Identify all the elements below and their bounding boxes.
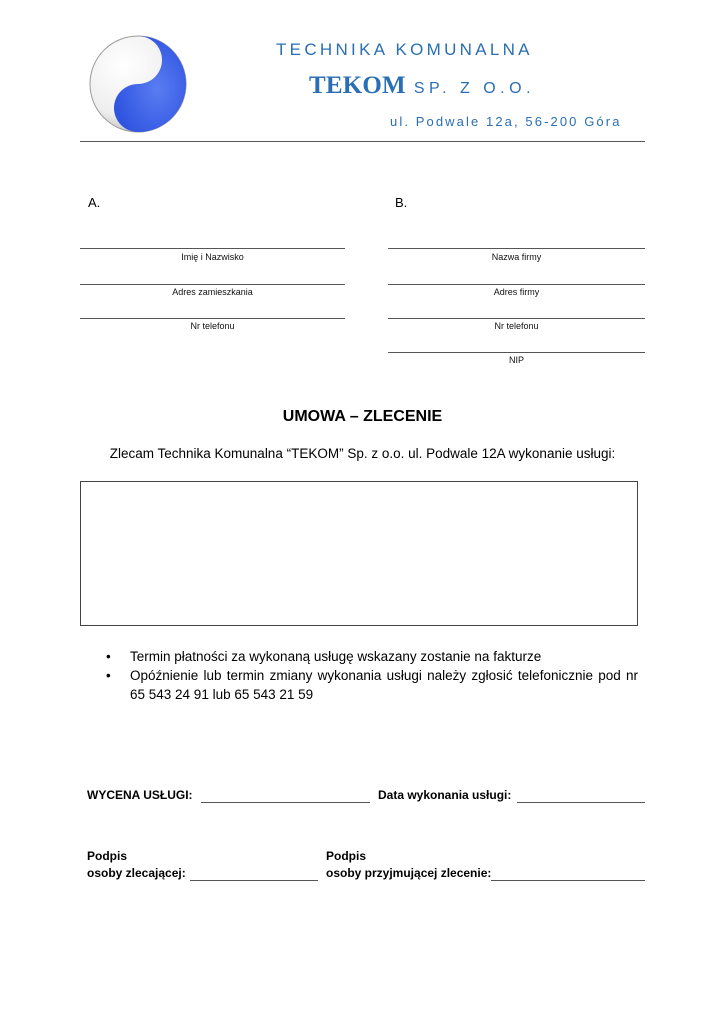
client-signature-line[interactable]: [190, 880, 318, 881]
contractor-signature-label-line2: osoby przyjmującej zlecenie:: [326, 866, 492, 880]
party-b-phone-caption: Nr telefonu: [494, 321, 539, 331]
service-description-box[interactable]: [80, 481, 638, 626]
party-b-nip-line[interactable]: [388, 352, 645, 353]
brand-line: [309, 72, 535, 100]
brand-name: TEKOM: [309, 72, 406, 99]
terms-list: [106, 647, 638, 704]
list-item: [106, 647, 638, 666]
party-b-address-line[interactable]: [388, 284, 645, 285]
price-line[interactable]: [201, 802, 370, 803]
contractor-signature-line[interactable]: [491, 880, 645, 881]
legal-form: SP. Z O.O.: [413, 80, 536, 97]
party-b-letter: B.: [395, 195, 408, 210]
company-name: TECHNIKA KOMUNALNA: [276, 40, 533, 59]
client-signature-label-line2: osoby zlecającej:: [87, 866, 186, 880]
price-label: WYCENA USŁUGI:: [87, 788, 193, 802]
contractor-signature-label-line1: Podpis: [326, 849, 367, 863]
party-b-nip-caption: NIP: [508, 355, 524, 365]
party-a-name-caption: Imię i Nazwisko: [181, 252, 244, 262]
term-payment: Termin płatności za wykonaną usługę wskazany zostanie na fakturze: [130, 649, 542, 664]
party-a-address-line[interactable]: [80, 284, 345, 285]
contract-intro: Zlecam Technika Komunalna “TEKOM” Sp. z o.o. ul. Podwale 12A wykonanie usługi:: [109, 446, 616, 461]
date-label: Data wykonania usługi:: [378, 788, 512, 802]
party-b-company-line[interactable]: [388, 248, 645, 249]
party-b-address-caption: Adres firmy: [493, 287, 540, 297]
party-a-phone-caption: Nr telefonu: [190, 321, 235, 331]
party-b-phone-line[interactable]: [388, 318, 645, 319]
header-divider: [80, 141, 645, 142]
bullet-icon: •: [106, 649, 111, 664]
party-a-letter: A.: [88, 195, 101, 210]
date-line[interactable]: [517, 802, 645, 803]
party-a-name-line[interactable]: [80, 248, 345, 249]
bullet-icon: •: [106, 668, 111, 683]
contract-title: UMOWA – ZLECENIE: [282, 408, 443, 425]
term-delay: Opóźnienie lub termin zmiany wykonania usługi należy zgłosić telefonicznie pod nr 65 543 24 91 lub 65 543 21 59: [130, 668, 638, 702]
party-a-address-caption: Adres zamieszkania: [172, 287, 253, 297]
yin-yang-logo-icon: [88, 34, 188, 134]
contractor-signature-label: [326, 848, 491, 882]
party-a-phone-line[interactable]: [80, 318, 345, 319]
party-b-company-caption: Nazwa firmy: [491, 252, 542, 262]
list-item: [106, 666, 638, 704]
client-signature-label: [87, 848, 186, 882]
company-address: ul. Podwale 12a, 56-200 Góra: [390, 114, 622, 129]
client-signature-label-line1: Podpis: [87, 849, 128, 863]
